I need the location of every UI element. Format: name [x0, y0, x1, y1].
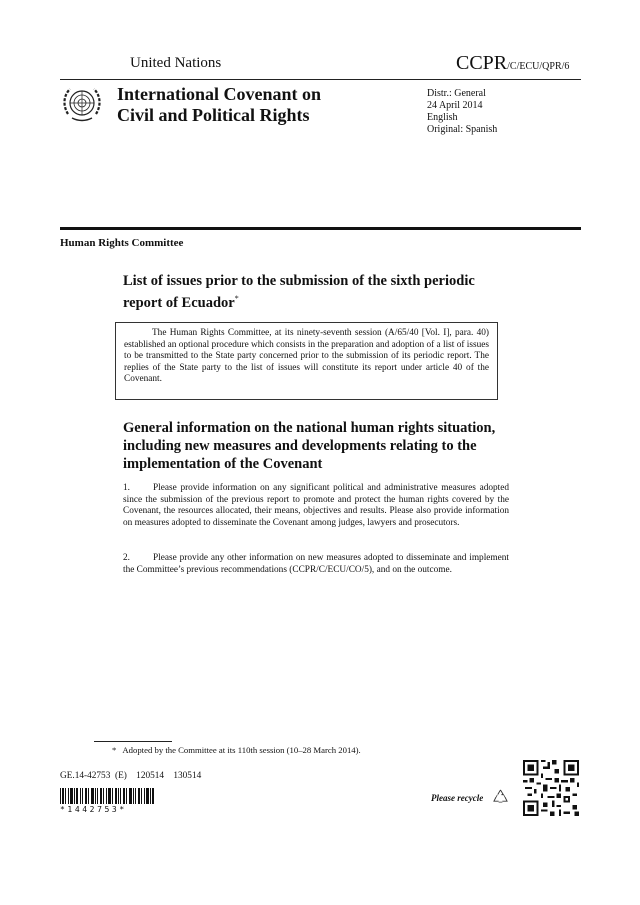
un-emblem-icon: [60, 84, 104, 124]
document-title-line: List of issues prior to the submission of the sixth periodic: [123, 273, 475, 289]
document-symbol: [456, 52, 569, 75]
document-title-line: report of Ecuador*: [123, 294, 239, 311]
header-divider: [60, 227, 581, 230]
distribution-line: Distr.: General: [427, 88, 486, 99]
paragraph-number: 2.: [123, 553, 130, 563]
barcode-text: *1442753*: [60, 805, 127, 814]
footnote: * Adopted by the Committee at its 110th session (10–28 March 2014).: [112, 745, 361, 755]
qr-code-icon: [523, 760, 579, 816]
section-heading: General information on the national human rights situation, including new measures and developments relating to the implementation of the Covenant: [123, 420, 496, 472]
distribution-original: Original: Spanish: [427, 124, 498, 135]
distribution-language: English: [427, 112, 458, 123]
introduction-box: [115, 322, 498, 400]
distribution-date: 24 April 2014: [427, 100, 483, 111]
committee-name: Human Rights Committee: [60, 237, 184, 249]
introduction-text: The Human Rights Committee, at its ninety-seventh session (A/65/40 [Vol. I], para. 40) established an optional procedure which consists in the preparation and adoption of a list of issues to be transmitted to the State party concerned prior to the submission of its periodic report. The replies of the State party to the list of issues will constitute its report under article 40 of the Covenant.: [124, 328, 489, 384]
covenant-title: [117, 84, 321, 126]
paragraph-text: Please provide information on any significant political and administrative measures adopted since the submission of the previous report to promote and protect the human rights covered by the Covenant, the resources allocated, their means, objectives and results. Please also provide information on measures adopted to disseminate the Covenant among judges, lawyers and prosecutors.: [123, 483, 509, 529]
title-line: International Covenant on: [117, 84, 322, 104]
footnote-marker: *: [234, 294, 239, 303]
paragraph-text: Please provide any other information on new measures adopted to disseminate and implement the Committee’s previous recommendations (CCPR/C/ECU/CO/5), and on the outcome.: [123, 553, 509, 575]
document-number: GE.14-42753 (E) 120514 130514: [60, 771, 202, 781]
recycle-label: Please recycle: [431, 793, 484, 803]
organization-name: United Nations: [130, 55, 222, 71]
symbol-main: CCPR: [456, 52, 508, 74]
header-rule: [60, 79, 581, 80]
symbol-suffix: /C/ECU/QPR/6: [507, 61, 570, 72]
document-title: [123, 272, 543, 312]
distribution-block: [427, 88, 497, 136]
paragraph: [123, 553, 509, 576]
title-line: Civil and Political Rights: [117, 105, 310, 125]
paragraph-number: 1.: [123, 483, 130, 493]
recycle-icon: [493, 789, 508, 804]
paragraph: [123, 483, 509, 530]
footnote-rule: [94, 741, 172, 742]
barcode-icon: [60, 788, 154, 804]
